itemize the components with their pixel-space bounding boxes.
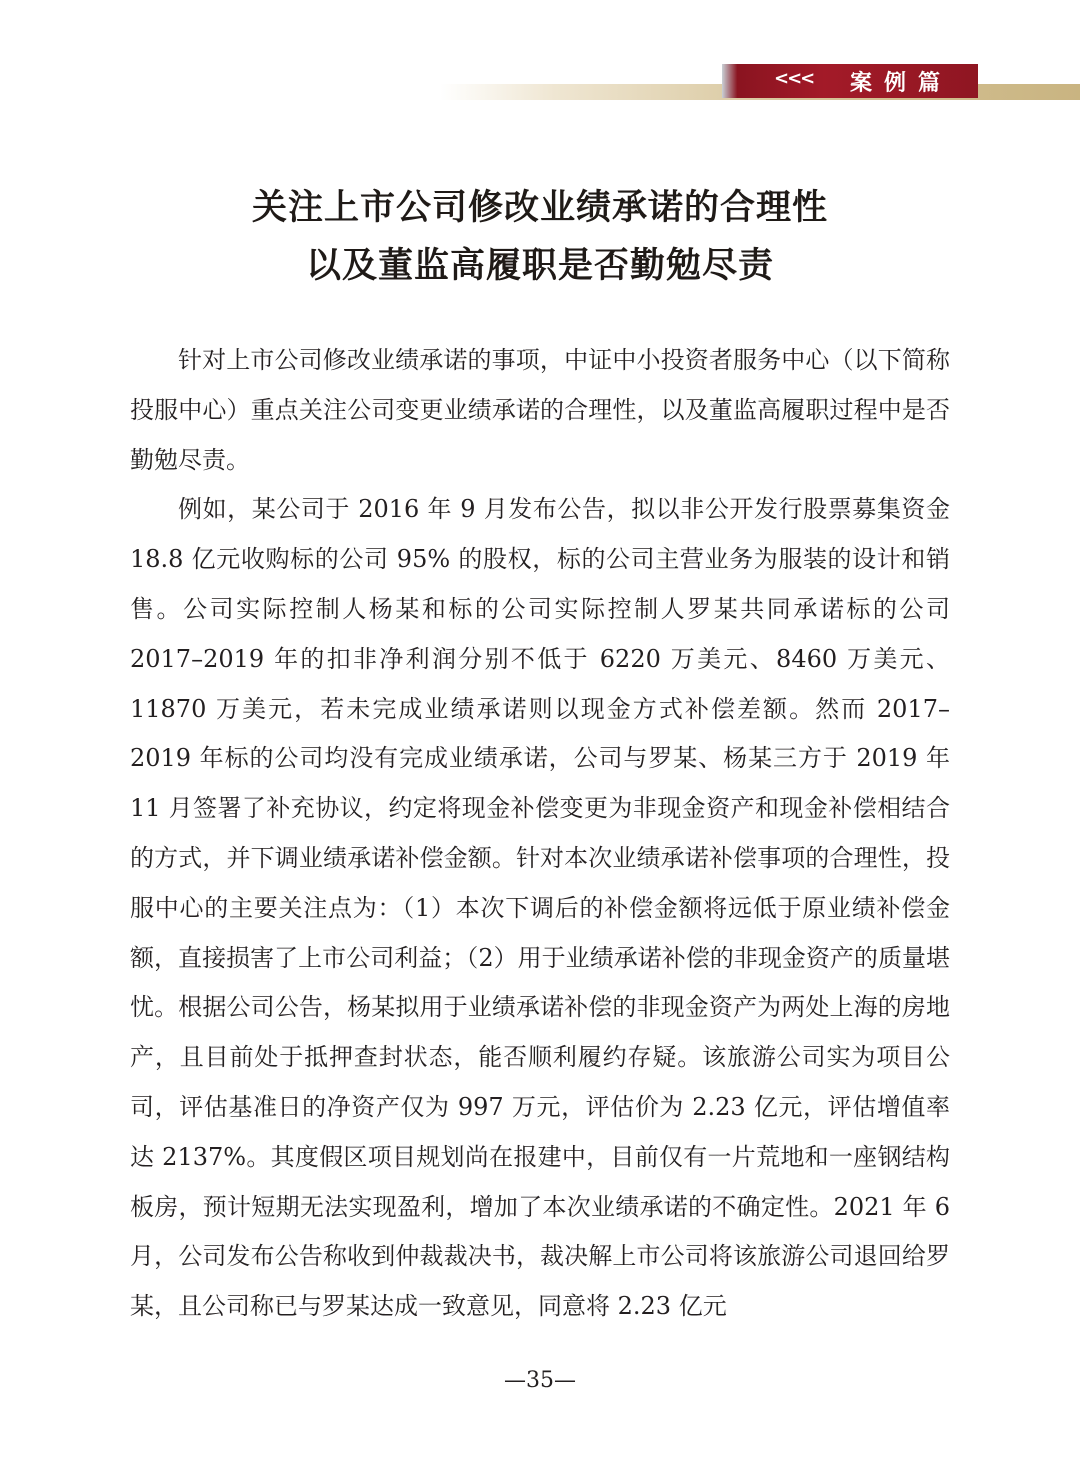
section-tab (722, 64, 978, 98)
article-body (130, 336, 950, 1332)
page-number: —35— (504, 1368, 576, 1393)
chevrons-left-icon: <<< (774, 68, 814, 89)
section-label: 案例篇 (850, 70, 953, 96)
article-title-line-2: 以及董监高履职是否勤勉尽责 (305, 245, 774, 286)
paragraph-1: 针对上市公司修改业绩承诺的事项，中证中小投资者服务中心（以下简称投服中心）重点关注公司变更业绩承诺的合理性，以及董监高履职过程中是否勤勉尽责。 (130, 346, 950, 474)
paragraph-2: 例如，某公司于 2016 年 9 月发布公告，拟以非公开发行股票募集资金 18.8 亿元收购标的公司 95% 的股权，标的公司主营业务为服装的设计和销售。公司实际控制人杨某和标的公司实际控制人罗某共同承诺标的公司 2017–2019 年的扣非净利润分别不低于 6220 万美元、8460 万美元、11870 万美元，若未完成业绩承诺则以现金方式补偿差额。然而 2017–2019 年标的公司均没有完成业绩承诺，公司与罗某、杨某三方于 2019 年 11 月签署了补充协议，约定将现金补偿变更为非现金资产和现金补偿相结合的方式，并下调业绩承诺补偿金额。针对本次业绩承诺补偿事项的合理性，投服中心的主要关注点为：（1）本次下调后的补偿金额将远低于原业绩补偿金额，直接损害了上市公司利益；（2）用于业绩承诺补偿的非现金资产的质量堪忧。根据公司公告，杨某拟用于业绩承诺补偿的非现金资产为两处上海的房地产，且目前处于抵押查封状态，能否顺利履约存疑。该旅游公司实为项目公司，评估基准日的净资产仅为 997 万元，评估价为 2.23 亿元，评估增值率达 2137%。其度假区项目规划尚在报建中，目前仅有一片荒地和一座钢结构板房，预计短期无法实现盈利，增加了本次业绩承诺的不确定性。2021 年 6 月，公司发布公告称收到仲裁裁决书，裁决解上市公司将该旅游公司退回给罗某，且公司称已与罗某达成一致意见，同意将 2.23 亿元 (130, 495, 950, 1321)
article-title-line-1: 关注上市公司修改业绩承诺的合理性 (251, 187, 828, 228)
